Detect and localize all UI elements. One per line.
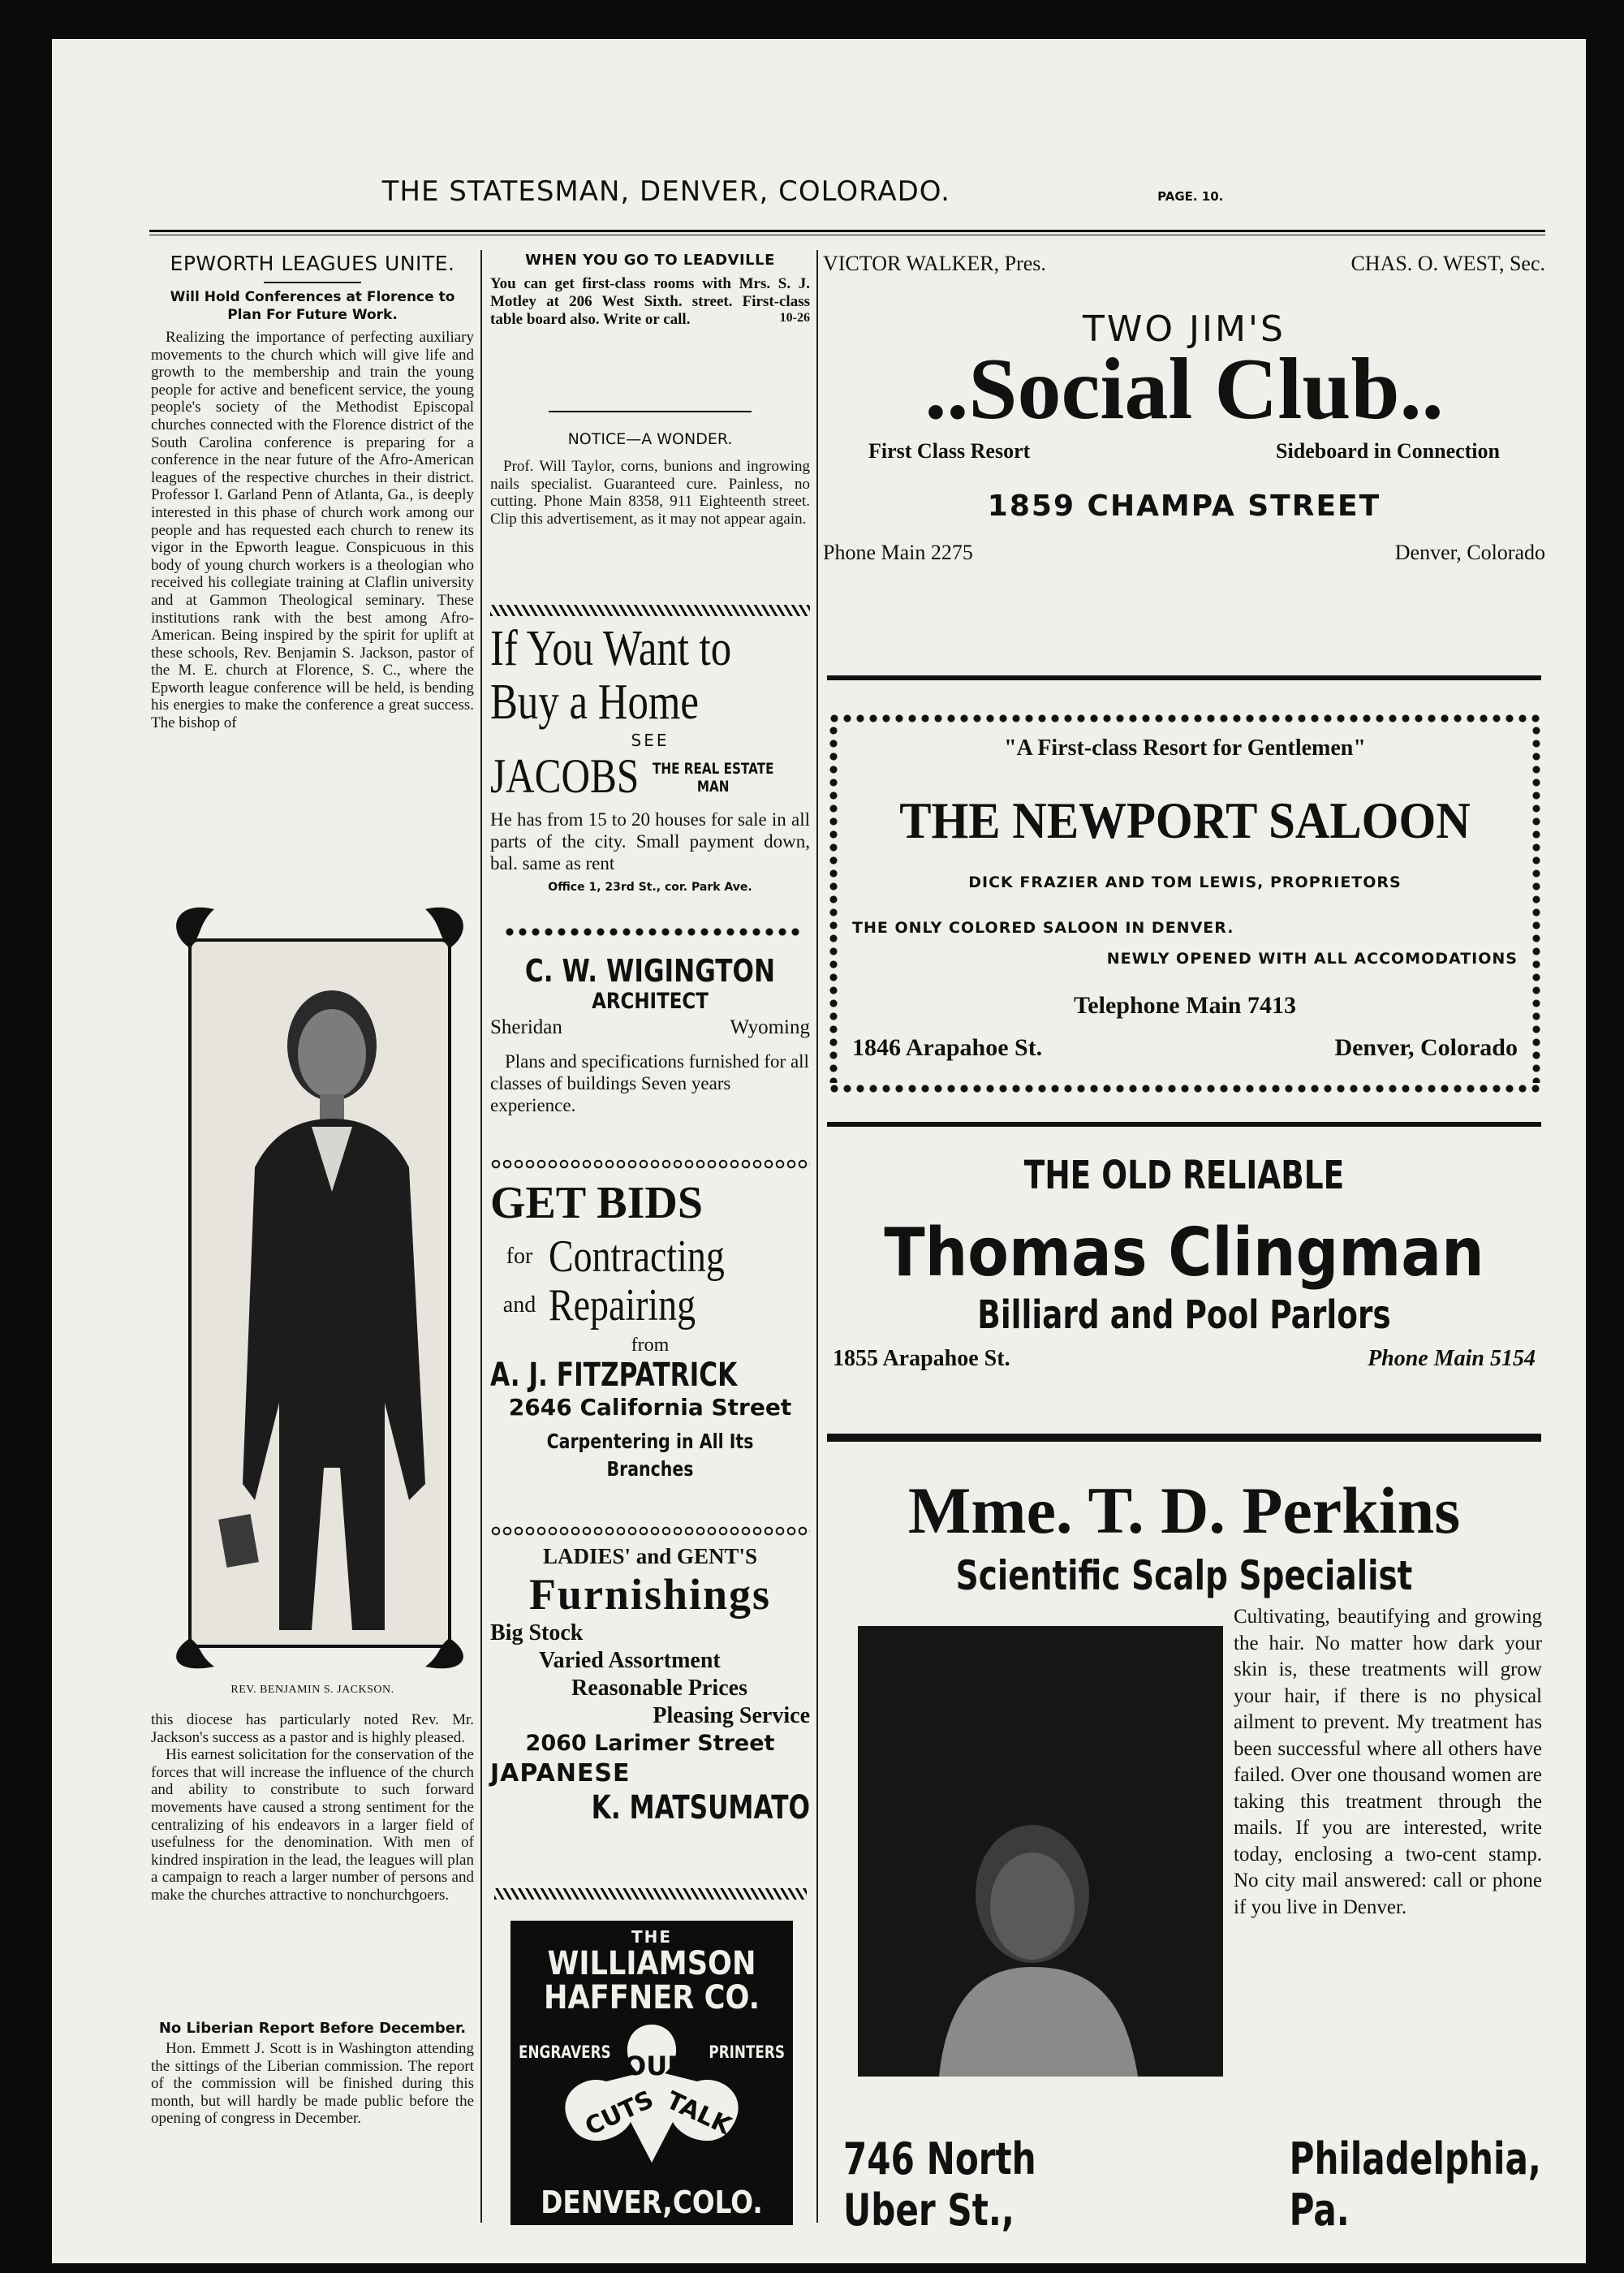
portrait-illustration (166, 899, 474, 1675)
leadville-code: 10-26 (779, 311, 810, 325)
perkins-photo (858, 1626, 1223, 2077)
article-continuation (151, 1711, 474, 1904)
ad-clingman (823, 1153, 1545, 1372)
wigington-title: ARCHITECT (592, 989, 709, 1014)
fitzpatrick-address: 2646 California Street (508, 1394, 792, 1421)
furn-japanese: JAPANESE (490, 1759, 631, 1788)
williamson-line-1: WILLIAMSON (547, 1945, 756, 1982)
perkins-name: Mme. T. D. Perkins (907, 1473, 1461, 1547)
jacobs-tag-2: MAN (696, 778, 730, 796)
newport-city: Denver, Colorado (1334, 1034, 1518, 1061)
williamson-city: DENVER,COLO. (541, 2185, 763, 2220)
rule-club (827, 675, 1541, 680)
border-bead-1 (503, 926, 803, 938)
furn-line-1: LADIES' and GENT'S (542, 1544, 758, 1568)
column-rule-2 (816, 250, 818, 2223)
article-liberian (151, 2020, 474, 2128)
ad-notice (490, 430, 810, 528)
leadville-head: WHEN YOU GO TO LEADVILLE (525, 252, 775, 269)
home-see: SEE (631, 731, 670, 750)
williamson-engravers: ENGRAVERS (519, 2042, 611, 2062)
notice-text: Prof. Will Taylor, corns, bunions and ingrowing nails specialist. Guaranteed cure. Painless, no cutting. Phone Main 8358, 911 Eighteenth street. Clip this advertisement, as it may not appear again. (490, 458, 810, 528)
williamson-line-2: HAFFNER CO. (543, 1979, 760, 2016)
club-resort: First Class Resort (868, 439, 1031, 463)
wigington-location (490, 1016, 810, 1039)
jacobs-tag (653, 760, 773, 802)
newport-line-1: THE ONLY COLORED SALOON IN DENVER. (852, 919, 1234, 937)
newport-border-bottom (828, 1083, 1542, 1094)
club-two-jims: TWO JIM'S (1083, 308, 1286, 350)
newport-name: THE NEWPORT SALOON (899, 791, 1471, 849)
paragraph-1: Realizing the importance of perfecting auxiliary movements to the church which will give life and growth to the membership and train the young people for active and beneficent service, the young people's society of the Methodist Episcopal churches connected with the Florence district of the South Carolina conference is preparing for a conference in the near future of the Afro-American leagues of the respective churches in their district. Professor I. Garland Penn of Atlanta, Ga., is deeply interested in this phase of church work among our people and has requested each church to renew its vigor in the Epworth league. Conspicuous in this body of young church workers is a theologian who received his collegiate training at Claflin university and at Gammon Theological seminary. These institutions rank with the best among Afro-American. Being inspired by the spirit for uplift at these schools, Rev. Benjamin S. Jackson, pastor of the M. E. church at Florence, S. C., where the Epworth league conference will be held, is bending his energies to make the conference a great success. The bishop of (151, 329, 474, 732)
club-officers (823, 252, 1545, 276)
clover-emblem (510, 2008, 793, 2179)
portrait-frame (166, 899, 474, 1675)
bids-for: for (506, 1244, 533, 1269)
newport-location (852, 1034, 1518, 1062)
ad-jacobs (490, 622, 810, 894)
jacobs-name: JACOBS (490, 749, 640, 803)
clingman-phone: Phone Main 5154 (1368, 1346, 1536, 1371)
wigington-name: C. W. WIGINGTON (524, 953, 776, 989)
ad-leadville (490, 252, 810, 326)
fitzpatrick-tag: Carpentering in All Its Branches (546, 1430, 754, 1481)
bids-contracting-line (490, 1232, 810, 1281)
perkins-text: Cultivating, beautifying and growing the hair. No matter how dark your skin is, these treatments will grow your hair, if there is no physical ailment to prevent. My treatment has been successful where all others have failed. Over one thousand women are taking this treatment through the mails. If you are interested, write today, enclosing a two-cent stamp. No city mail answered: call or phone if you live in Denver. (1234, 1606, 1542, 1918)
subhead-epworth: Will Hold Conferences at Florence to Plan For Future Work. (170, 289, 455, 323)
clingman-contact (823, 1346, 1545, 1372)
headline-epworth: EPWORTH LEAGUES UNITE. (170, 252, 455, 275)
newport-proprietors: DICK FRAZIER AND TOM LEWIS, PROPRIETORS (968, 873, 1402, 891)
portrait-caption: REV. BENJAMIN S. JACKSON. (230, 1684, 394, 1696)
jacobs-text: He has from 15 to 20 houses for sale in all parts of the city. Small payment down, bal. same as rent (490, 809, 810, 873)
masthead-rule (149, 230, 1545, 232)
club-city: Denver, Colorado (1394, 541, 1545, 564)
paragraph-4: Hon. Emmett J. Scott is in Washington attending the sittings of the Liberian commission. The report of the commission will be finished during this month, but will hardly be made public before the opening of congress in December. (151, 2040, 474, 2128)
rule-newport (827, 1122, 1541, 1127)
masthead (52, 175, 1586, 208)
perkins-title: Scientific Scalp Specialist (955, 1552, 1413, 1599)
ad-perkins (823, 1474, 1545, 1599)
club-social-club: ..Social Club.. (924, 341, 1444, 438)
border-zig-2 (494, 1888, 807, 1900)
page-number: PAGE. 10. (1157, 189, 1224, 204)
clingman-old-reliable: THE OLD RELIABLE (1023, 1153, 1345, 1198)
wigington-text: Plans and specifications furnished for all classes of buildings Seven years experience. (490, 1051, 809, 1115)
jacobs-tag-1: THE REAL ESTATE (653, 760, 774, 778)
williamson-talk: TALK (661, 2085, 736, 2141)
furn-address: 2060 Larimer Street (525, 1731, 775, 1756)
furn-line-4: Varied Assortment (539, 1648, 721, 1673)
club-features (823, 439, 1545, 464)
home-line-2: Buy a Home (490, 675, 699, 730)
paragraph-3: His earnest solicitation for the conservation of the forces that will increase the influence of the church and ability to constribute to such forward movements have caused a strong sentiment for the centralizing of his endeavors in a larger field of usefulness for the denomination. With men of kindred inspiration in the lead, the leagues will plan a campaign to reach a larger number of persons and make the churches attractive to nonchurchgoers. (151, 1746, 474, 1904)
newport-address: 1846 Arapahoe St. (852, 1034, 1043, 1061)
williamson-the: THE (631, 1927, 673, 1947)
paragraph-2: this diocese has particularly noted Rev. Mr. Jackson's success as a pastor and is highly pleased. (151, 1711, 474, 1746)
border-zig-1 (490, 605, 810, 616)
newspaper-page (52, 39, 1586, 2263)
column-rule-1 (480, 250, 482, 2223)
clingman-address: 1855 Arapahoe St. (833, 1346, 1010, 1371)
portrait-photo-woman (858, 1626, 1223, 2077)
wigington-left: Sheridan (490, 1016, 562, 1038)
perkins-address (843, 2133, 1541, 2236)
headline-liberian: No Liberian Report Before December. (158, 2020, 467, 2037)
matsumato-name: K. MATSUMATO (591, 1789, 810, 1827)
newport-border-left (828, 724, 839, 1083)
newport-border-right (1531, 724, 1542, 1083)
furn-line-3: Big Stock (490, 1620, 584, 1645)
newport-border-top (828, 713, 1542, 724)
home-line-1: If You Want to (490, 621, 732, 676)
ad-williamson-haffner (510, 1921, 793, 2225)
furn-line-5: Reasonable Prices (571, 1676, 747, 1701)
club-sideboard: Sideboard in Connection (1276, 439, 1500, 463)
bids-repairing: Repairing (549, 1280, 696, 1331)
newport-tagline: "A First-class Resort for Gentlemen" (1004, 735, 1366, 761)
ad-matsumato (490, 1544, 810, 1826)
notice-head: NOTICE—A WONDER. (567, 430, 733, 448)
furn-line-6: Pleasing Service (653, 1703, 810, 1728)
clingman-name: Thomas Clingman (884, 1214, 1484, 1292)
club-secretary: CHAS. O. WEST, Sec. (1350, 252, 1545, 275)
club-address: 1859 CHAMPA STREET (987, 490, 1381, 523)
club-contact (823, 541, 1545, 565)
bids-and: and (502, 1292, 536, 1318)
bids-contracting: Contracting (549, 1231, 725, 1282)
williamson-cuts: CUTS (580, 2085, 658, 2142)
ad-newport-saloon (828, 713, 1542, 1098)
bids-from: from (631, 1335, 670, 1356)
williamson-our: OUR (624, 2051, 687, 2081)
ad-wigington (490, 953, 810, 1116)
bids-head: GET BIDS (490, 1178, 703, 1228)
headline-rule (264, 282, 361, 283)
clingman-billiard: Billiard and Pool Parlors (977, 1292, 1391, 1338)
williamson-printers: PRINTERS (709, 2042, 785, 2062)
masthead-title: THE STATESMAN, DENVER, COLORADO. (381, 175, 950, 208)
ad-social-club (823, 252, 1545, 565)
newport-line-2: NEWLY OPENED WITH ALL ACCOMODATIONS (1106, 950, 1518, 968)
ad-fitzpatrick (490, 1179, 810, 1483)
newport-phone: Telephone Main 7413 (1074, 992, 1296, 1019)
wigington-right: Wyoming (730, 1016, 810, 1038)
fitzpatrick-name: A. J. FITZPATRICK (490, 1356, 738, 1394)
club-president: VICTOR WALKER, Pres. (823, 252, 1046, 275)
perkins-city: Philadelphia, Pa. (1289, 2133, 1541, 2236)
bids-repairing-line (490, 1281, 810, 1330)
furn-line-2: Furnishings (528, 1570, 772, 1619)
jacobs-line (490, 750, 810, 802)
rule-clingman (827, 1434, 1541, 1442)
leadville-text: You can get first-class rooms with Mrs. S. J. Motley at 206 West Sixth. street. First-class table board also. Write or call. (490, 275, 810, 328)
border-circle-1 (490, 1159, 810, 1169)
border-circle-2 (490, 1526, 810, 1536)
perkins-street: 746 North Uber St., (843, 2133, 1036, 2236)
article-epworth (151, 252, 474, 926)
club-phone: Phone Main 2275 (823, 541, 973, 564)
rule-leadville (549, 411, 752, 412)
jacobs-office: Office 1, 23rd St., cor. Park Ave. (548, 881, 752, 894)
